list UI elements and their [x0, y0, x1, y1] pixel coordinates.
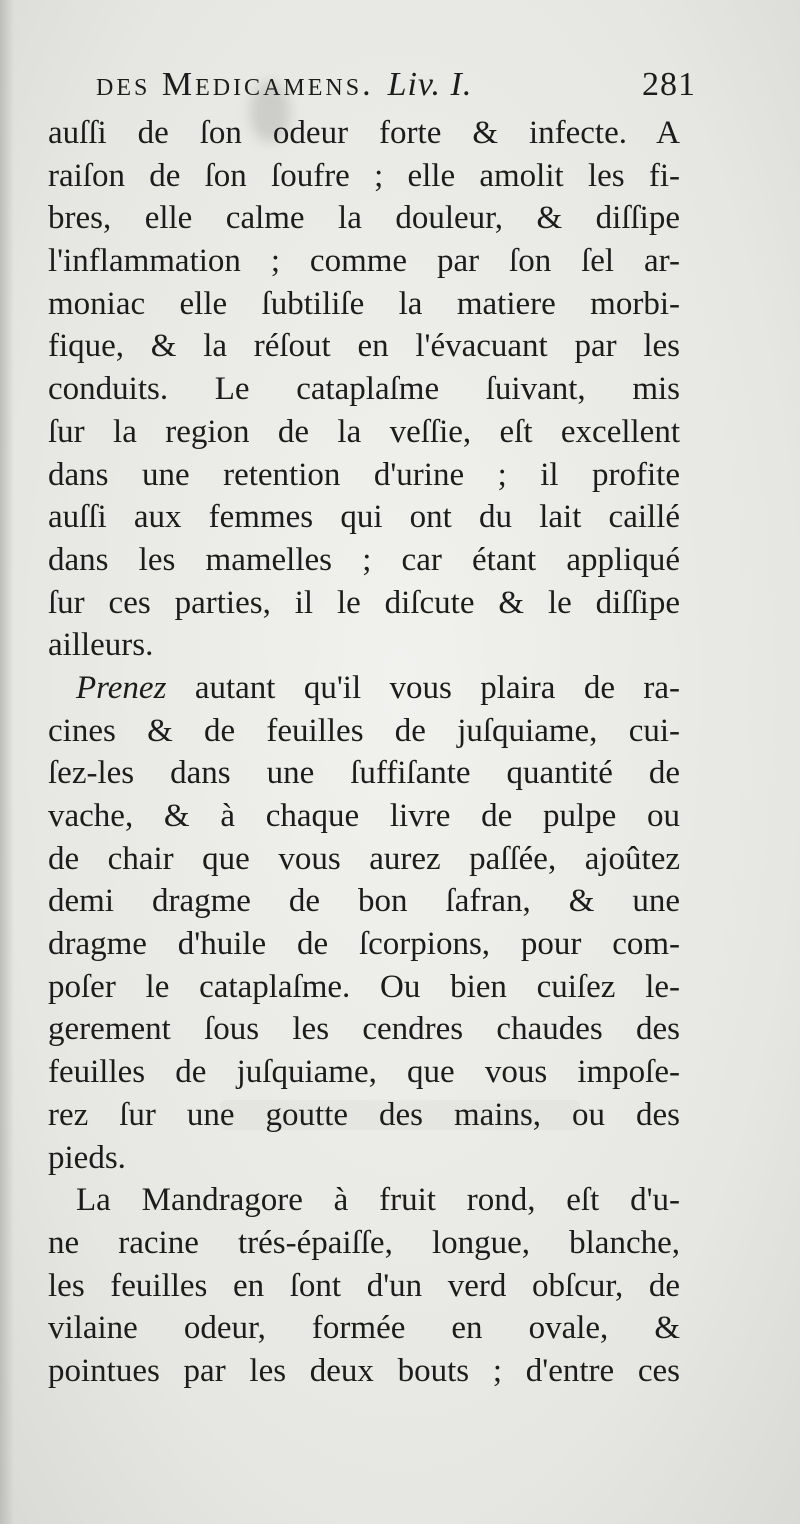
text-line: vilaine odeur, formée en ovale, &: [48, 1310, 680, 1347]
text-line: moniac elle ſubtiliſe la matiere morbi-: [48, 285, 680, 322]
paragraph-opening-line: [48, 667, 680, 710]
text-line: pointues par les deux bouts ; d'entre ces: [48, 1352, 680, 1389]
running-head: [96, 62, 696, 108]
text-line: raiſon de ſon ſoufre ; elle amolit les fi-: [48, 157, 680, 194]
text-line: dans une retention d'urine ; il profite: [48, 456, 680, 493]
text-line: ſur ces parties, il le diſcute & le diſſipe: [48, 584, 680, 621]
text-line: gerement ſous les cendres chaudes des: [48, 1011, 680, 1048]
body-text: [48, 112, 680, 1393]
prenez-word: Prenez: [76, 669, 167, 706]
text-line: feuilles de juſquiame, que vous impoſe-: [48, 1054, 680, 1091]
text-line: pieds.: [48, 1139, 126, 1176]
text-line: ſez-les dans une ſuffiſante quantité de: [48, 755, 680, 792]
text-line: La Mandragore à fruit rond, eſt d'u-: [76, 1182, 680, 1219]
text-line: dragme d'huile de ſcorpions, pour com-: [48, 926, 680, 963]
text-line: ne racine trés-épaiſſe, longue, blanche,: [48, 1224, 680, 1261]
text-line: conduits. Le cataplaſme ſuivant, mis: [48, 371, 680, 408]
text-line: demi dragme de bon ſafran, & une: [48, 883, 680, 920]
text-line: de chair que vous aurez paſſée, ajoûtez: [48, 840, 680, 877]
gutter-shadow: [0, 0, 14, 1524]
text-line: bres, elle calme la douleur, & diſſipe: [48, 200, 680, 237]
text-line: dans les mamelles ; car étant appliqué: [48, 541, 680, 578]
text-line: l'inflammation ; comme par ſon ſel ar-: [48, 243, 680, 280]
text-line: vache, & à chaque livre de pulpe ou: [48, 798, 680, 834]
text-line: fique, & la réſout en l'évacuant par les: [48, 328, 680, 365]
text-line: poſer le cataplaſme. Ou bien cuiſez le-: [48, 968, 680, 1005]
text-line: ailleurs.: [48, 627, 154, 664]
text-line: ſur la region de la veſſie, eſt excellent: [48, 413, 680, 450]
running-head-title: des Medicamens.: [96, 66, 374, 103]
text-line: auſſi aux femmes qui ont du lait caillé: [48, 499, 680, 536]
running-head-book: Liv. I.: [387, 66, 473, 103]
text-line: auſſi de ſon odeur forte & infecte. A: [48, 115, 680, 151]
text-line-rest: autant qu'il vous plaira de ra-: [194, 669, 680, 706]
text-line: cines & de feuilles de juſquiame, cui-: [48, 712, 680, 749]
text-line: les feuilles en ſont d'un verd obſcur, de: [48, 1267, 680, 1304]
page-number: 281: [642, 66, 696, 103]
text-line: rez ſur une goutte des mains, ou des: [48, 1096, 680, 1133]
